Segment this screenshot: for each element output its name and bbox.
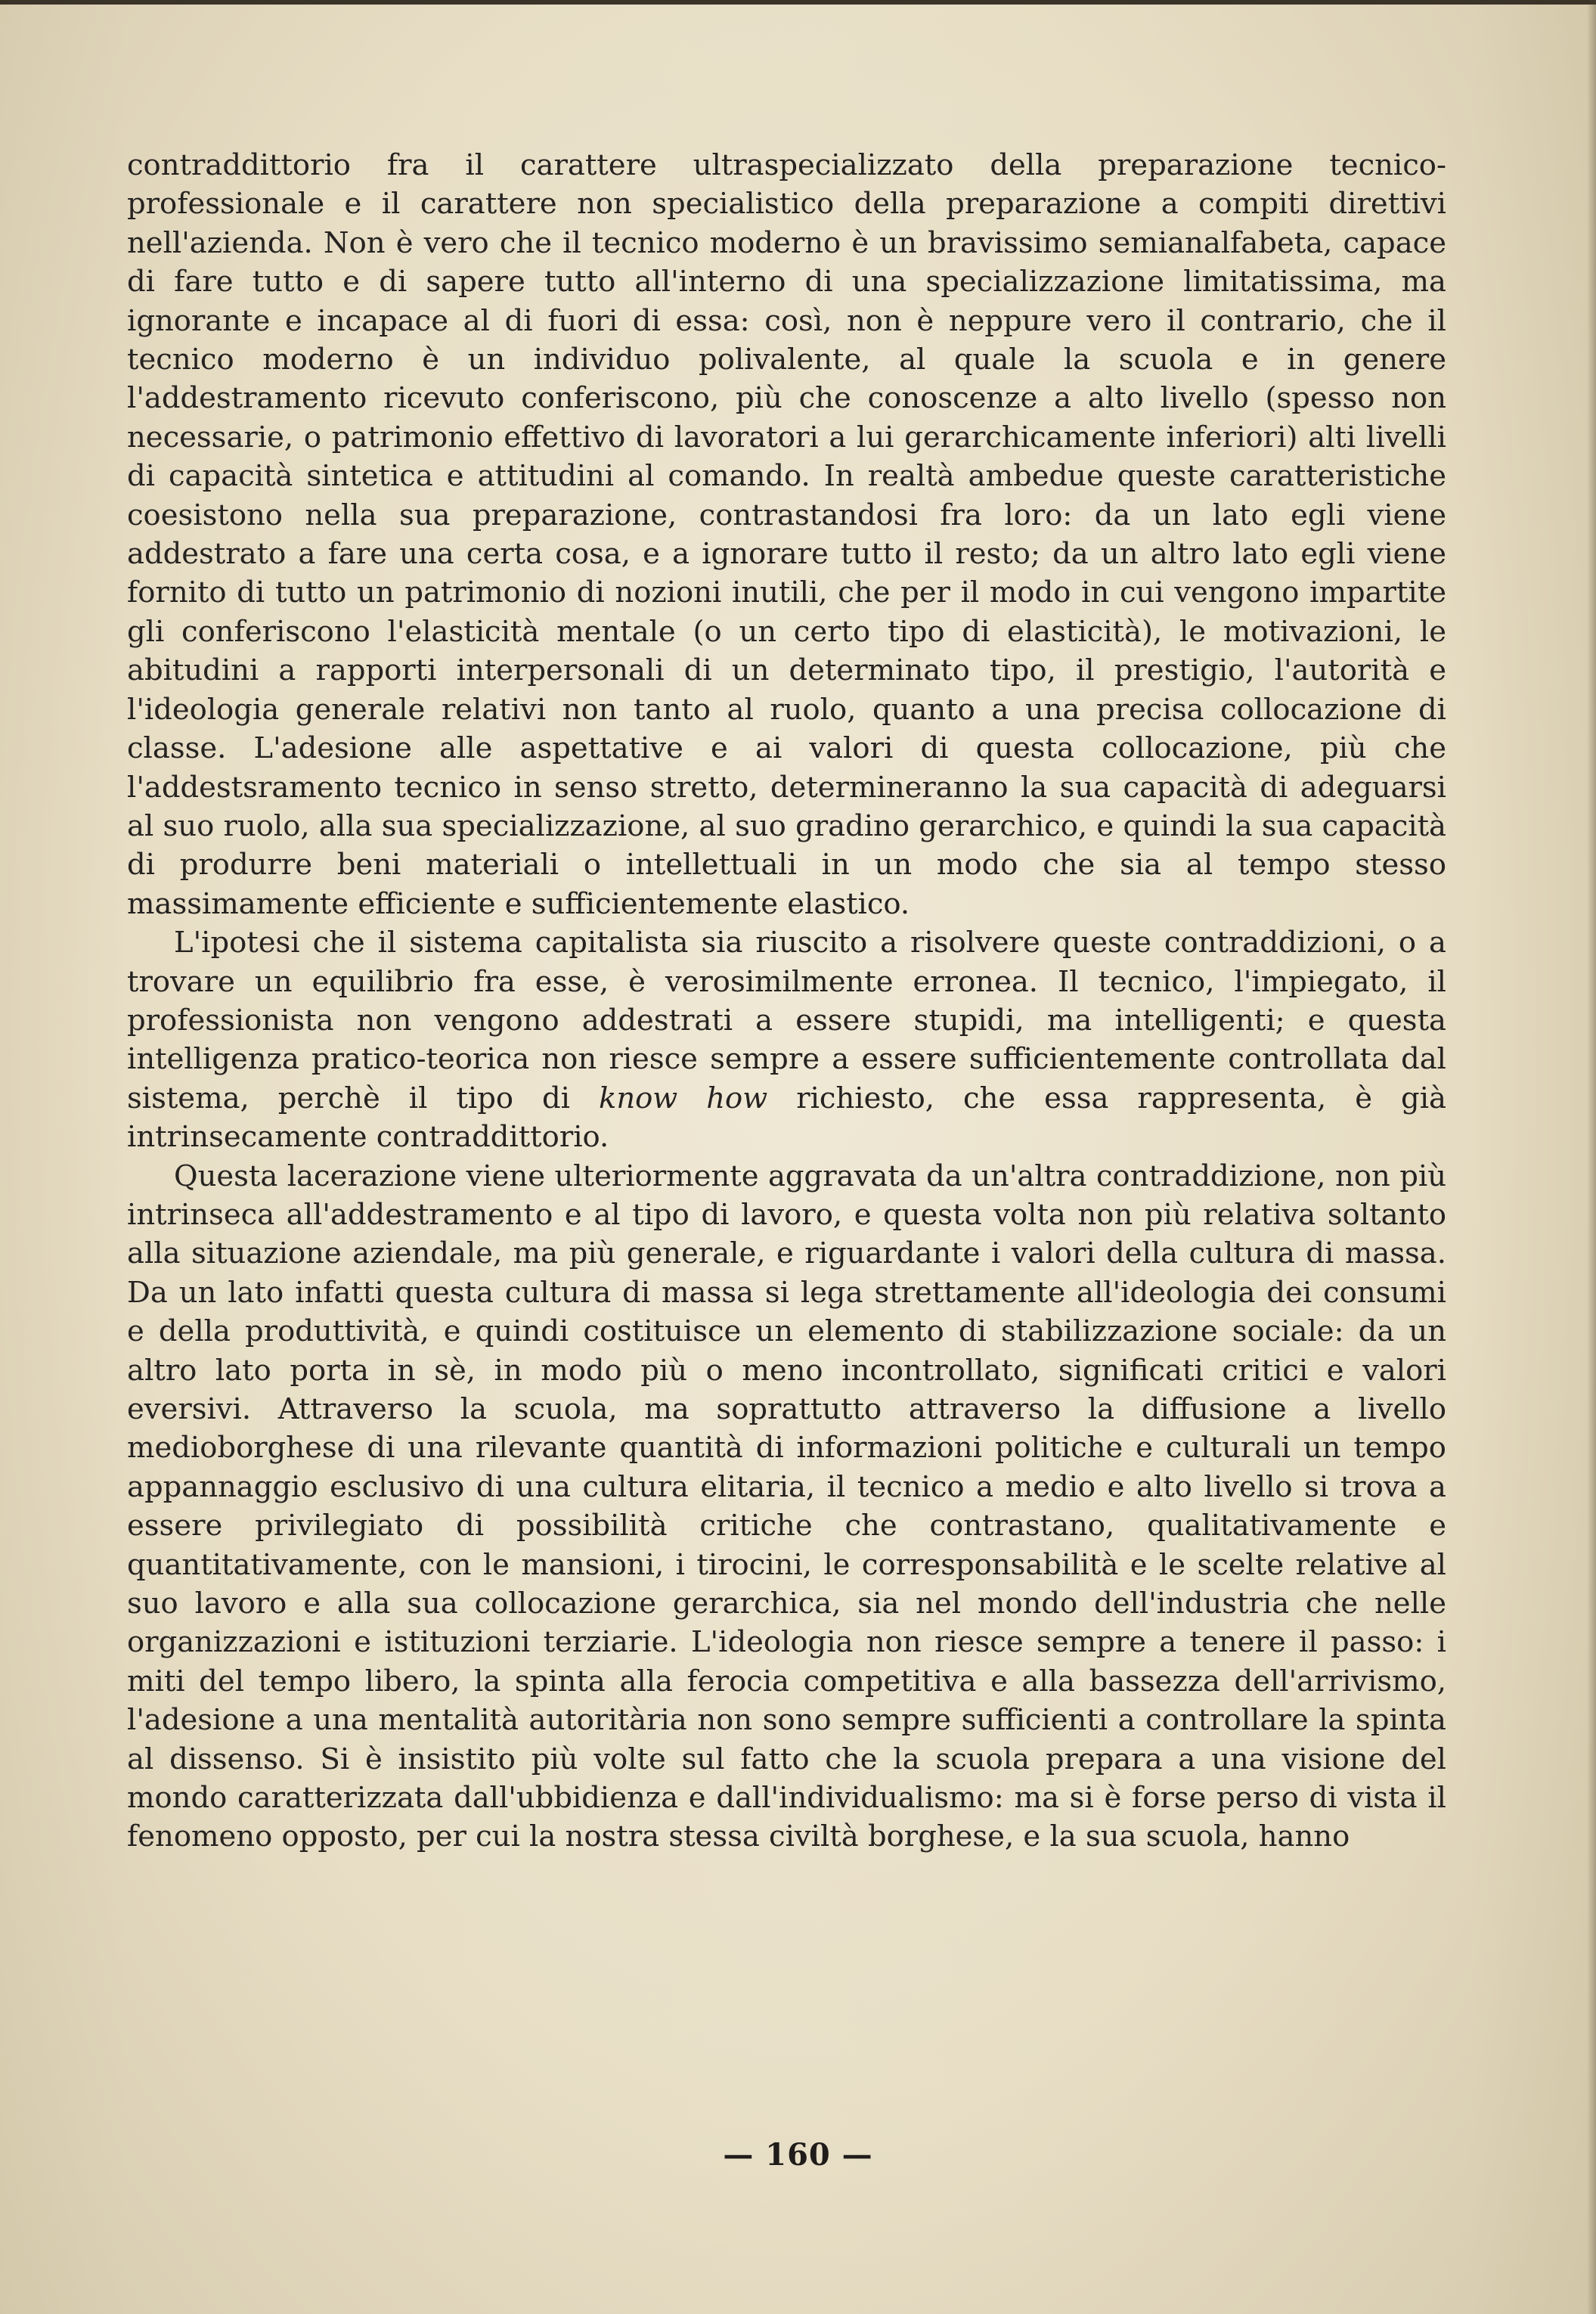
page-right-edge-shadow [1587,0,1596,2314]
page-top-edge [0,0,1596,5]
italic-term-know-how: know how [598,1081,768,1115]
paragraph-1: contraddittorio fra il carattere ultraspecializzato della preparazione tecnico-professionale e il carattere non specialistico della preparazione a compiti direttivi nell'azienda. Non è vero che il tecnico moderno è un bravissimo semianalfabeta, capace di fare tutto e di sapere tutto all'interno di una specializzazione limitatissima, ma ignorante e incapace al di fuori di essa: così, non è neppure vero il contrario, che il tecnico moderno è un individuo polivalente, al quale la scuola e in genere l'addestramento ricevuto conferiscono, più che conoscenze a alto livello (spesso non necessarie, o patrimonio effettivo di lavoratori a lui gerarchicamente inferiori) alti livelli di capacità sintetica e attitudini al comando. In realtà ambedue queste caratteristiche coesistono nella sua preparazione, contrastandosi fra loro: da un lato egli viene addestrato a fare una certa cosa, e a ignorare tutto il resto; da un altro lato egli viene fornito di tutto un patrimonio di nozioni inutili, che per il modo in cui vengono impartite gli conferiscono l'elasticità mentale (o un certo tipo di elasticità), le motivazioni, le abitudini a rapporti interpersonali di un determinato tipo, il prestigio, l'autorità e l'ideologia generale relativi non tanto al ruolo, quanto a una precisa collocazione di classe. L'adesione alle aspettative e ai valori di questa collocazione, più che l'addestsramento tecnico in senso stretto, determineranno la sua capacità di adeguarsi al suo ruolo, alla sua specializzazione, al suo gradino gerarchico, e quindi la sua capacità di produrre beni materiali o intellettuali in un modo che sia al tempo stesso massimamente efficiente e sufficientemente elastico. [127,148,1446,921]
body-text [127,146,1446,1856]
paragraph-2-text-before: L'ipotesi che il sistema capitalista sia riuscito a risolvere queste contraddizioni, o a trovare un equilibrio fra esse, è verosimilmente erronea. Il tecnico, l'impiegato, il professionista non vengono addestrati a essere stupidi, ma intelligenti; e questa intelligenza pratico-teorica non riesce sempre a essere sufficientemente controllata dal sistema, perchè il tipo di [127,926,1446,1115]
paragraph-3: Questa lacerazione viene ulteriormente aggravata da un'altra contraddizione, non più intrinseca all'addestramento e al tipo di lavoro, e questa volta non più relativa soltanto alla situazione aziendale, ma più generale, e riguardante i valori della cultura di massa. Da un lato infatti questa cultura di massa si lega strettamente all'ideologia dei consumi e della produttività, e quindi costituisce un elemento di stabilizzazione sociale: da un altro lato porta in sè, in modo più o meno incontrollato, significati critici e valori eversivi. Attraverso la scuola, ma soprattutto attraverso la diffusione a livello medioborghese di una rilevante quantità di informazioni politiche e culturali un tempo appannaggio esclusivo di una cultura elitaria, il tecnico a medio e alto livello si trova a essere privilegiato di possibilità critiche che contrastano, qualitativamente e quantitativamente, con le mansioni, i tirocini, le corresponsabilità e le scelte relative al suo lavoro e alla sua collocazione gerarchica, sia nel mondo dell'industria che nelle organizzazioni e istituzioni terziarie. L'ideologia non riesce sempre a tenere il passo: i miti del tempo libero, la spinta alla ferocia competitiva e alla bassezza dell'arrivismo, l'adesione a una mentalità autoritària non sono sempre sufficienti a controllare la spinta al dissenso. Si è insistito più volte sul fatto che la scuola prepara a una visione del mondo caratterizzata dall'ubbidienza e dall'individualismo: ma si è forse perso di vista il fenomeno opposto, per cui la nostra stessa civiltà borghese, e la sua scuola, hanno [127,1159,1446,1854]
paragraph-2-text-after: richiesto, che essa rappresenta, è già intrinsecamente contraddittorio. [127,1081,1446,1155]
paragraph-2 [127,923,1446,1156]
page-number: — 160 — [723,2137,873,2173]
